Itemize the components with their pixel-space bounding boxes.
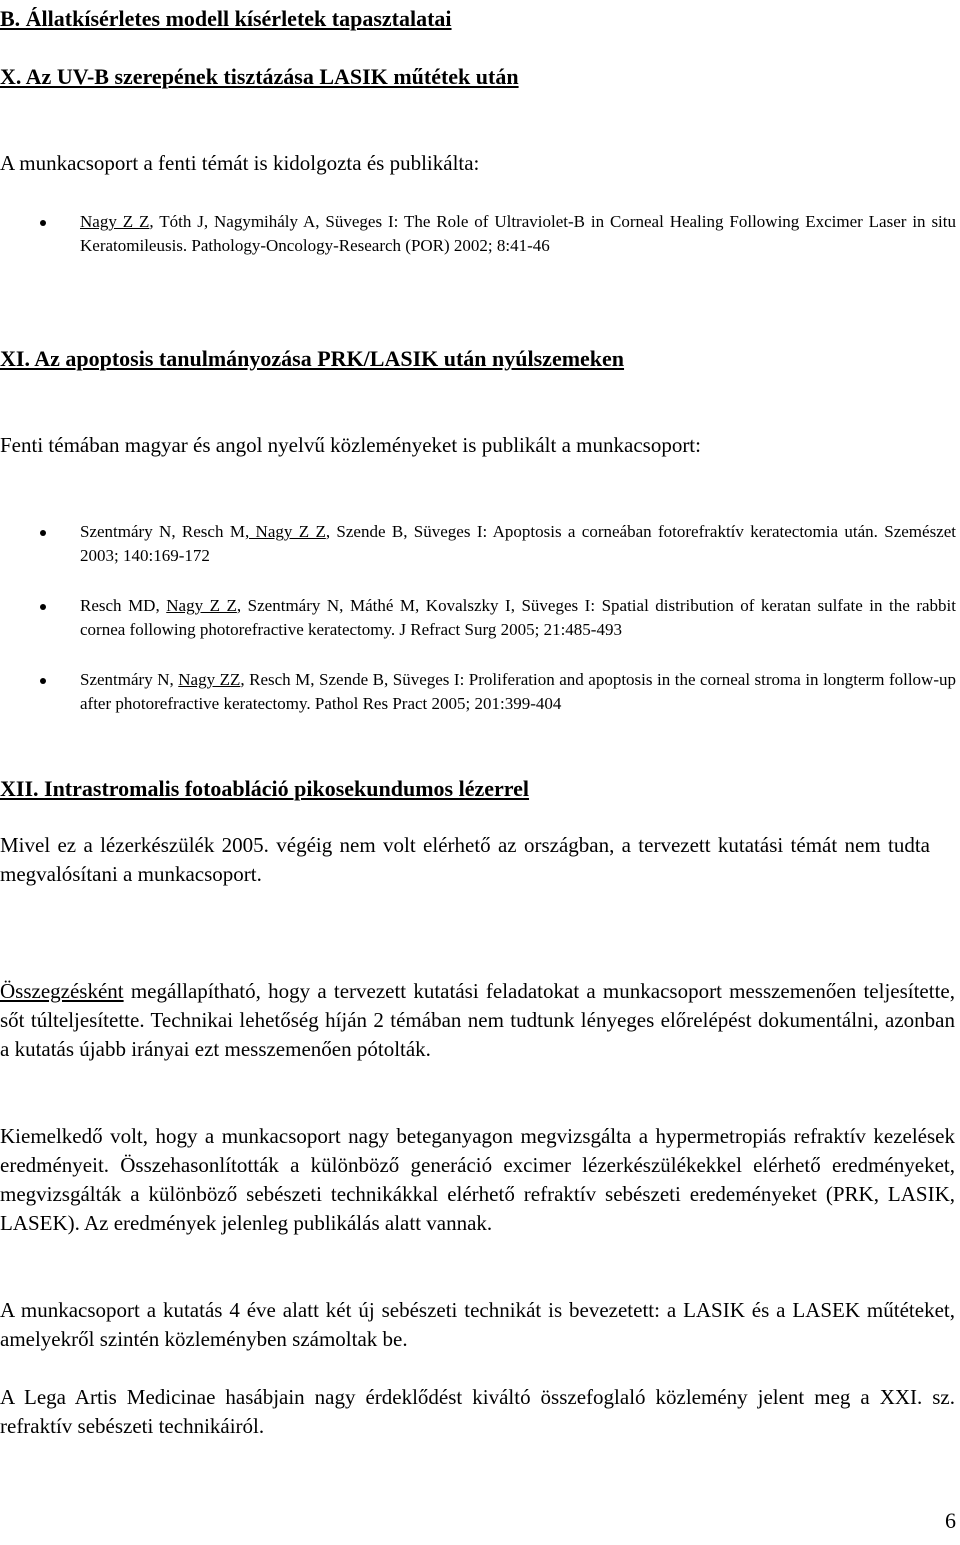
ref-citation: , Szende B, Süveges I: Apoptosis a corneában fotorefraktív keratectomia után. Szemészet 2003; 140:169-172 xyxy=(80,522,956,565)
bullet-icon xyxy=(40,604,46,610)
section-xi-ref-2 xyxy=(80,594,956,642)
ref-authors: Szentmáry N, Resch M xyxy=(80,522,245,541)
ref-authors: Resch MD, xyxy=(80,596,167,615)
summary-paragraph-3: A munkacsoport a kutatás 4 éve alatt két új sebészeti technikát is bevezetett: a LASIK és a LASEK műtéteket, amelyekről szintén közleményben számoltak be. xyxy=(0,1298,955,1351)
summary-lead: Összegzésként xyxy=(0,979,124,1003)
ref-citation: , Szentmáry N, Máthé M, Kovalszky I, Süveges I: Spatial distribution of keratan sulfate in the rabbit cornea following photorefractive keratectomy. J Refract Surg 2005; 21:485-493 xyxy=(80,596,956,639)
bullet-icon xyxy=(40,678,46,684)
summary-paragraph-4: A Lega Artis Medicinae hasábjain nagy érdeklődést kiváltó összefoglaló közlemény jelent meg a XXI. sz. refraktív sebészeti technikáiról. xyxy=(0,1385,955,1438)
summary-paragraph-2: Kiemelkedő volt, hogy a munkacsoport nagy beteganyagon megvizsgálta a hypermetropiás refraktív kezelések eredményeit. Összehasonlították a különböző generáció excimer lézerkészülékekkel elérhető eredményeket, megvizsgálták a különböző sebészeti technikákkal elérhető refraktív sebészeti eredeményeket (PRK, LASIK, LASEK). Az eredmények jelenleg publikálás alatt vannak. xyxy=(0,1124,955,1235)
ref-author-highlight: Nagy Z Z xyxy=(166,596,237,615)
section-xi-heading: XI. Az apoptosis tanulmányozása PRK/LASIK után nyúlszemeken xyxy=(0,346,625,371)
ref-author-highlight: Nagy ZZ xyxy=(178,670,241,689)
section-xi-intro: Fenti témában magyar és angol nyelvű közleményeket is publikált a munkacsoport: xyxy=(0,433,701,457)
section-x-heading: X. Az UV-B szerepének tisztázása LASIK műtétek után xyxy=(0,64,519,89)
page-number: 6 xyxy=(945,1508,956,1533)
section-xii-heading: XII. Intrastromalis fotoabláció pikosekundumos lézerrel xyxy=(0,776,530,801)
section-xii-text: Mivel ez a lézerkészülék 2005. végéig nem volt elérhető az országban, a tervezett kutatási témát nem tudta megvalósítani a munkacsoport. xyxy=(0,833,930,886)
section-xi-ref-1 xyxy=(80,520,956,568)
section-x-intro: A munkacsoport a fenti témát is kidolgozta és publikálta: xyxy=(0,151,480,175)
bullet-icon xyxy=(40,220,46,226)
section-xi-ref-3 xyxy=(80,668,956,716)
ref-citation: , Resch M, Szende B, Süveges I: Proliferation and apoptosis in the corneal stroma in longterm follow-up after photorefractive keratectomy. Pathol Res Pract 2005; 201:399-404 xyxy=(80,670,956,713)
section-b-heading: B. Állatkísérletes modell kísérletek tapasztalatai xyxy=(0,6,452,31)
summary-paragraph-1 xyxy=(0,977,955,1064)
ref-author-highlight: , Nagy Z Z xyxy=(244,522,326,541)
bullet-icon xyxy=(40,530,46,536)
ref-author-highlight: Nagy Z Z xyxy=(80,212,150,231)
ref-authors: Szentmáry N, xyxy=(80,670,179,689)
section-x-ref-1 xyxy=(80,210,956,258)
ref-citation: , Tóth J, Nagymihály A, Süveges I: The Role of Ultraviolet-B in Corneal Healing Following Excimer Laser in situ Keratomileusis. Pathology-Oncology-Research (POR) 2002; 8:41-46 xyxy=(80,212,957,255)
summary-p1-text: megállapítható, hogy a tervezett kutatási feladatokat a munkacsoport messzemenően teljesítette, sőt túlteljesítette. Technikai lehetőség híján 2 témában nem tudtunk lényeges előrelépést dokumentálni, azonban a kutatás újabb irányai ezt messzemenően pótolták. xyxy=(0,979,955,1061)
